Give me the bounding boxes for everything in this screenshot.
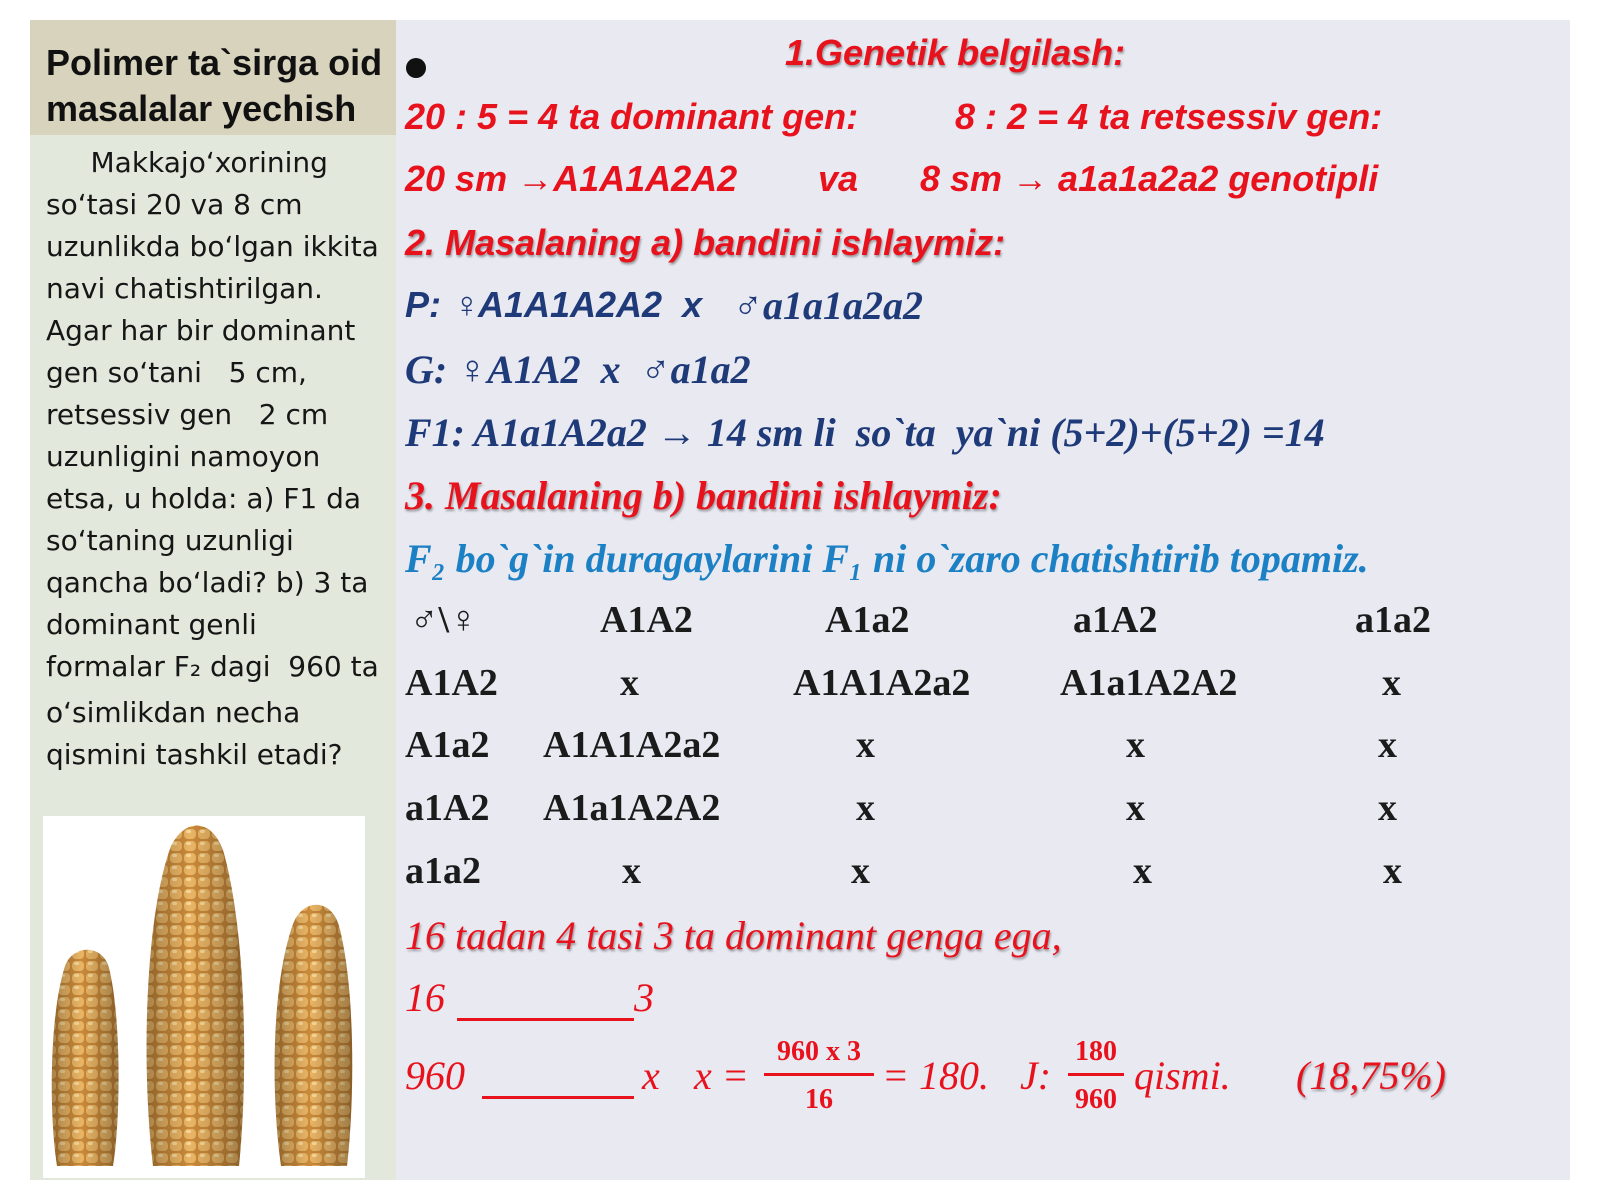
problem-line: uzunlikda boʻlgan ikkita bbox=[46, 230, 379, 263]
conclusion-line: 16 tadan 4 tasi 3 ta dominant genga ega, bbox=[405, 913, 1062, 958]
f2-description: F₂ bo`g`in duragaylarini F₁ ni o`zaro chatishtirib topamiz. bbox=[405, 536, 1369, 581]
proportion-3: 3 bbox=[634, 975, 654, 1020]
answer-word: qismi. bbox=[1134, 1053, 1231, 1098]
punnett-cell: x bbox=[851, 850, 870, 892]
recessive-gene-calc: 8 : 2 = 4 ta retsessiv gen: bbox=[955, 96, 1383, 137]
short-corn-cob bbox=[52, 950, 119, 1166]
punnett-cell: x bbox=[1378, 724, 1397, 766]
punnett-cell: x bbox=[620, 662, 639, 704]
punnett-corner: ♂\♀ bbox=[410, 599, 478, 641]
punnett-cell: x bbox=[622, 850, 641, 892]
equation-result: = 180. bbox=[882, 1053, 989, 1098]
fraction-2-numerator: 180 bbox=[1075, 1036, 1117, 1067]
problem-line: dominant genli bbox=[46, 608, 257, 641]
proportion-16: 16 bbox=[405, 975, 445, 1020]
genotype-recessive: 8 sm → a1a1a2a2 genotipli bbox=[920, 158, 1379, 199]
corn-cobs-illustration bbox=[43, 816, 365, 1178]
genotype-connector: va bbox=[818, 158, 859, 199]
punnett-cell: x bbox=[1378, 787, 1397, 829]
punnett-cell: x bbox=[1126, 724, 1145, 766]
bullet-point bbox=[406, 58, 426, 78]
punnett-cell: x bbox=[1133, 850, 1152, 892]
punnett-col-header: a1a2 bbox=[1355, 599, 1431, 641]
problem-line: oʻsimlikdan necha bbox=[46, 696, 301, 729]
problem-line: Makkajoʻxorining bbox=[46, 146, 328, 179]
fraction-1-bar bbox=[764, 1073, 874, 1076]
fraction-2-denominator: 960 bbox=[1075, 1084, 1117, 1115]
problem-line: navi chatishtirilgan. bbox=[46, 272, 323, 305]
problem-line: soʻtaning uzunligi bbox=[46, 524, 294, 557]
punnett-row-header: a1A2 bbox=[405, 787, 490, 829]
proportion-x: x bbox=[642, 1053, 660, 1098]
equation-x: x = bbox=[694, 1053, 749, 1098]
sidebar-title-box bbox=[30, 20, 396, 135]
problem-line: soʻtasi 20 va 8 cm bbox=[46, 188, 303, 221]
fraction-1-numerator: 960 x 3 bbox=[777, 1036, 861, 1067]
punnett-row-header: a1a2 bbox=[405, 850, 481, 892]
punnett-row-header: A1a2 bbox=[405, 724, 490, 766]
punnett-cell: x bbox=[1382, 662, 1401, 704]
parents-cross-left: P: ♀A1A1A2A2 x bbox=[405, 284, 703, 325]
answer-label: J: bbox=[1020, 1053, 1052, 1098]
proportion-blank-line bbox=[482, 1096, 634, 1099]
problem-line: Agar har bir dominant bbox=[46, 314, 356, 347]
problem-line: qancha boʻladi? b) 3 ta bbox=[46, 566, 369, 599]
tall-corn-cob bbox=[147, 825, 245, 1166]
punnett-col-header: A1a2 bbox=[825, 599, 910, 641]
problem-line: qismini tashkil etadi? bbox=[46, 738, 343, 771]
punnett-cell: x bbox=[856, 724, 875, 766]
punnett-row-header: A1A2 bbox=[405, 662, 498, 704]
fraction-2-bar bbox=[1068, 1073, 1124, 1076]
punnett-cell: A1A1A2a2 bbox=[793, 662, 971, 704]
proportion-blank-line bbox=[457, 1018, 634, 1021]
dominant-gene-calc: 20 : 5 = 4 ta dominant gen: bbox=[405, 96, 859, 137]
problem-line: uzunligini namoyon bbox=[46, 440, 321, 473]
problem-line: etsa, u holda: a) F1 da bbox=[46, 482, 362, 515]
fraction-1-denominator: 16 bbox=[805, 1084, 833, 1115]
proportion-960: 960 bbox=[405, 1053, 465, 1098]
punnett-cell: A1a1A2A2 bbox=[543, 787, 721, 829]
gametes-line: G: ♀A1A2 x ♂a1a2 bbox=[405, 347, 751, 392]
punnett-cell: x bbox=[856, 787, 875, 829]
f1-result-line: F1: A1a1A2a2 → 14 sm li so`ta ya`ni (5+2)+(5+2) =14 bbox=[405, 410, 1325, 455]
problem-line: retsessiv gen 2 cm bbox=[46, 398, 329, 431]
punnett-cell: x bbox=[1126, 787, 1145, 829]
medium-corn-cob bbox=[275, 905, 353, 1166]
answer-percent: (18,75%) bbox=[1296, 1053, 1446, 1098]
heading-part-a: 2. Masalaning a) bandini ishlaymiz: bbox=[405, 222, 1006, 263]
parents-cross-right: ♂a1a1a2a2 bbox=[733, 283, 923, 328]
heading-part-b: 3. Masalaning b) bandini ishlaymiz: bbox=[405, 473, 1002, 518]
punnett-cell: A1A1A2a2 bbox=[543, 724, 721, 766]
sidebar-title: Polimer ta`sirga oid masalalar yechish bbox=[46, 42, 383, 129]
problem-line: gen soʻtani 5 cm, bbox=[46, 356, 307, 389]
punnett-col-header: A1A2 bbox=[600, 599, 693, 641]
problem-line: formalar F₂ dagi 960 ta bbox=[46, 650, 379, 683]
punnett-cell: x bbox=[1383, 850, 1402, 892]
punnett-col-header: a1A2 bbox=[1073, 599, 1158, 641]
punnett-cell: A1a1A2A2 bbox=[1060, 662, 1238, 704]
genotype-dominant: 20 sm →A1A1A2A2 bbox=[405, 158, 738, 199]
heading-genetic-notation: 1.Genetik belgilash: bbox=[785, 32, 1126, 73]
corn-cobs-image bbox=[43, 816, 365, 1178]
